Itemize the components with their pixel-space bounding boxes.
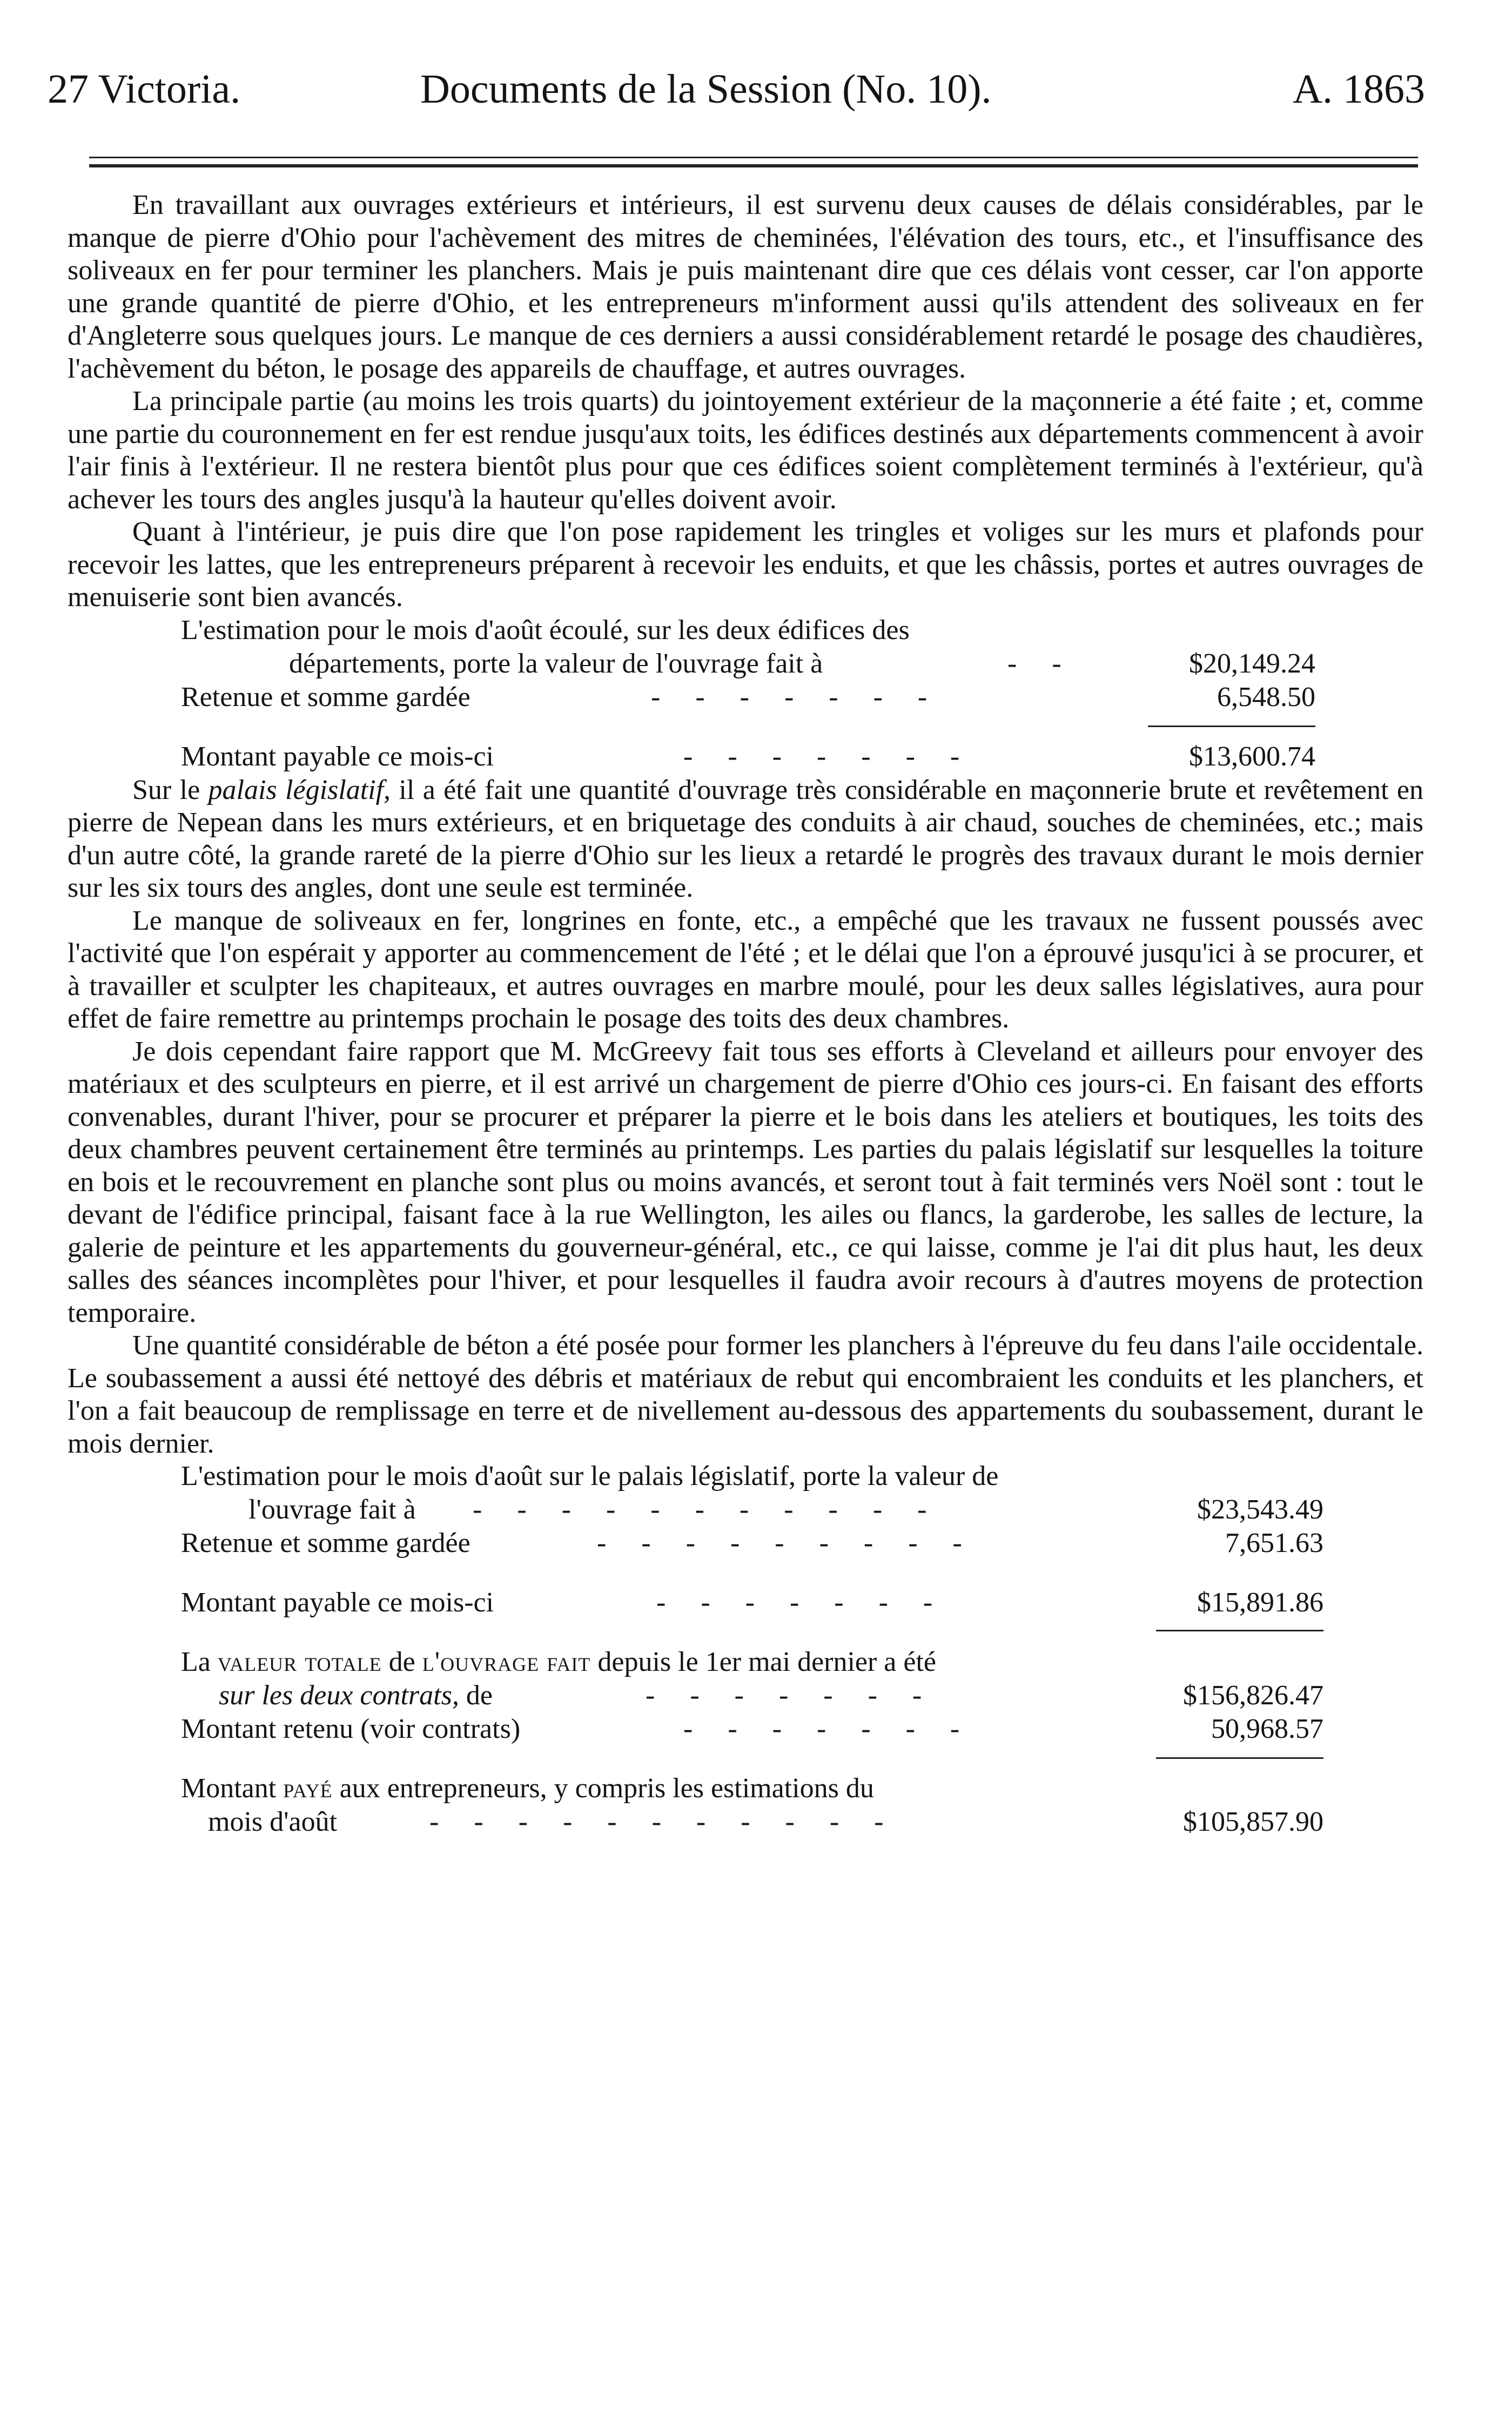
total-paye-row: mois d'août - - - - - - - - - - - $105,857.90 <box>181 1806 1323 1839</box>
total-retenu-row: Montant retenu (voir contrats) - - - - - - - 50,968.57 <box>181 1713 1323 1746</box>
sum-rule <box>1156 1630 1323 1631</box>
header-rule-thick <box>89 164 1418 167</box>
report-body <box>68 189 1423 1839</box>
paragraph-palais: Sur le palais législatif, il a été fait une quantité d'ouvrage très considérable en maçonnerie brute et revêtement en pierre de Nepean dans les murs extérieurs, et en briquetage des conduits à air chaud, souches de cheminées, etc.; mais d'un autre côté, la grande rareté de la pierre d'Ohio sur les lieux a retardé le progrès des travaux durant le mois dernier sur les six tours des angles, dont une seule est terminée. <box>68 774 1423 903</box>
estimate-dept-retenue: 6,548.50 <box>1217 681 1315 713</box>
paragraph-mcgreevy: Je dois cependant faire rapport que M. McGreevy fait tous ses efforts à Cleveland et ailleurs pour envoyer des matériaux et des sculpteurs en pierre, et il est arrivé un chargement de pierre d'Ohio ces jours-ci. En faisant des efforts convenables, durant l'hiver, pour se procurer et préparer la pierre et le bois dans les ateliers et boutiques, les toits des deux chambres peuvent certainement être terminés au printemps. Les parties du palais législatif sur lesquelles la toiture en bois et le recouvrement en planche sont plus ou moins avancés, et seront tout à fait terminés vers Noël sont : tout le devant de l'édifice principal, faisant face à la rue Wellington, les ailes ou flancs, la garderobe, les salles de lecture, la galerie de peinture et les appartements du gouverneur-général, etc., ce qui laisse, comme je l'ai dit plus haut, les deux salles des séances incomplètes pour l'hiver, et pour lesquelles il faudra avoir recours à d'autres moyens de protection temporaire. <box>68 1036 1423 1328</box>
sum-rule <box>1148 725 1315 727</box>
header-regnal-year: 27 Victoria. <box>48 66 241 112</box>
estimate-dept-retenue-row: Retenue et somme gardée - - - - - - - 6,548.50 <box>181 681 1315 715</box>
estimate-palais-retenue-row: Retenue et somme gardée - - - - - - - - - 7,651.63 <box>181 1527 1323 1561</box>
estimate-dept-intro: L'estimation pour le mois d'août écoulé, sur les deux édifices des <box>181 614 910 646</box>
paragraph-beton: Une quantité considérable de béton a été posée pour former les planchers à l'épreuve du feu dans l'aile occidentale. Le soubassement a aussi été nettoyé des débris et matériaux de rebut qui encombraient les conduits et les planchers, et l'on a fait beaucoup de remplissage en terre et de nivellement au-dessous des appartements du soubassement, durant le mois dernier. <box>68 1330 1423 1459</box>
estimate-palais-intro: L'estimation pour le mois d'août sur le palais législatif, porte la valeur de <box>181 1461 999 1491</box>
total-value-row: sur les deux contrats, de - - - - - - - $156,826.47 <box>181 1679 1323 1713</box>
total-retenu-amount: 50,968.57 <box>1211 1714 1323 1744</box>
total-value-amount: $156,826.47 <box>1183 1680 1323 1711</box>
header-year: A. 1863 <box>1293 66 1425 112</box>
estimate-dept-payable-row: Montant payable ce mois-ci - - - - - - - $13,600.74 <box>181 741 1315 774</box>
paragraph-soliveaux: Le manque de soliveaux en fer, longrines en fonte, etc., a empêché que les travaux ne fussent poussés avec l'activité que l'on espérait y apporter au commencement de l'été ; et le délai que l'on a éprouvé jusqu'ici à se procurer, et à travailler et sculpter les chapiteaux, et autres ouvrages en marbre moulé, pour les deux salles législatives, aura pour effet de faire remettre au printemps prochain le posage des toits des deux chambres. <box>68 905 1423 1034</box>
estimate-palais-payable: $15,891.86 <box>1197 1587 1323 1618</box>
estimate-dept-payable: $13,600.74 <box>1189 741 1315 772</box>
estimate-dept-value-row: départements, porte la valeur de l'ouvrage fait à - - $20,149.24 <box>181 648 1315 681</box>
paragraph-delays: En travaillant aux ouvrages extérieurs et intérieurs, il est survenu deux causes de délais considérables, par le manque de pierre d'Ohio pour l'achèvement des mitres de cheminées, l'élévation des tours, etc., et l'insuffisance des soliveaux en fer pour terminer les planchers. Mais je puis maintenant dire que ces délais vont cesser, car l'on apporte une grande quantité de pierre d'Ohio, et les entrepreneurs m'informent aussi qu'ils attendent des soliveaux en fer d'Angleterre sous quelques jours. Le manque de ces derniers a aussi considérablement retardé le posage des chaudières, l'achèvement du béton, le posage des appareils de chauffage, et autres ouvrages. <box>68 190 1423 384</box>
header-rule-thin <box>89 157 1418 158</box>
total-paye-intro-row: Montant payé aux entrepreneurs, y compris les estimations du <box>181 1773 874 1804</box>
sum-rule <box>1156 1757 1323 1759</box>
paragraph-jointoyement: La principale partie (au moins les trois quarts) du jointoyement extérieur de la maçonnerie a été faite ; et, comme une partie du couronnement en fer est rendue jusqu'aux toits, les édifices destinés aux départements commencent à avoir l'air finis à l'extérieur. Il ne restera bientôt plus pour que ces édifices soient complètement terminés à l'extérieur, qu'à achever les tours des angles jusqu'à la hauteur qu'elles doivent avoir. <box>68 386 1423 515</box>
estimate-palais-value-row: l'ouvrage fait à - - - - - - - - - - - $23,543.49 <box>181 1494 1323 1527</box>
running-header <box>48 66 1425 125</box>
header-title: Documents de la Session (No. 10). <box>420 66 992 112</box>
total-value-intro-row: La valeur totale de l'ouvrage fait depuis le 1er mai dernier a été <box>181 1647 936 1677</box>
estimate-departements <box>181 614 1315 774</box>
estimate-palais-retenue: 7,651.63 <box>1225 1528 1323 1558</box>
estimate-dept-value: $20,149.24 <box>1189 648 1315 679</box>
estimate-palais-value: $23,543.49 <box>1197 1494 1323 1525</box>
estimate-palais-payable-row: Montant payable ce mois-ci - - - - - - - $15,891.86 <box>181 1587 1323 1620</box>
paragraph-interieur: Quant à l'intérieur, je puis dire que l'on pose rapidement les tringles et voliges sur les murs et plafonds pour recevoir les lattes, que les entrepreneurs préparent à recevoir les enduits, et que les châssis, portes et autres ouvrages de menuiserie sont bien avancés. <box>68 516 1423 613</box>
total-paye-amount: $105,857.90 <box>1183 1806 1323 1837</box>
estimate-palais <box>181 1460 1323 1839</box>
